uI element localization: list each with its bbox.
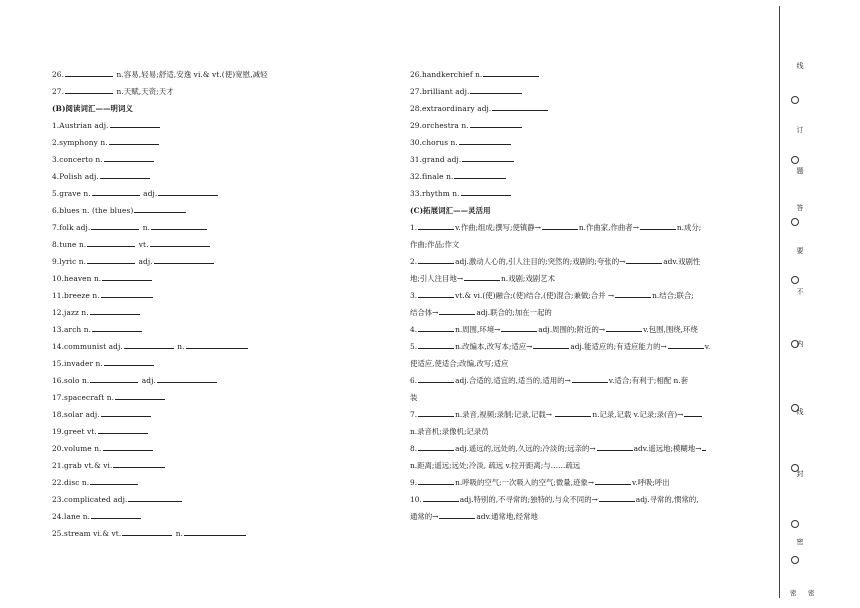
text-line — [410, 474, 772, 491]
text-line — [410, 219, 772, 236]
vocab-item — [52, 389, 382, 406]
item-text: 3. — [410, 291, 418, 300]
vocab-item — [52, 338, 382, 355]
item-text: adj.特别的,不寻常的;独特的,与众不同的→ — [459, 495, 598, 504]
item-text: adj. — [136, 257, 153, 266]
answer-blank[interactable] — [100, 170, 150, 179]
answer-blank[interactable] — [65, 85, 113, 94]
vocab-item — [52, 236, 382, 253]
item-text: v.作曲;组成;撰写;使镇静→ — [455, 223, 541, 232]
item-text: adj.合适的,适宜的,适当的,适用的→ — [455, 376, 571, 385]
item-text: 4.Polish adj. — [52, 172, 99, 181]
vocab-item — [410, 151, 772, 168]
extension-item — [410, 491, 772, 525]
item-text: 27.brilliant adj. — [410, 87, 470, 96]
item-text: 17.spacecraft n. — [52, 393, 115, 402]
binding-char: 封 — [796, 470, 804, 477]
answer-blank[interactable] — [418, 221, 454, 230]
item-text: 作曲;作品;作文 — [410, 240, 460, 249]
item-text: 12.jazz n. — [52, 308, 89, 317]
item-text: 15.invader n. — [52, 359, 103, 368]
answer-blank[interactable] — [151, 221, 207, 230]
item-text: 3.concerto n. — [52, 155, 103, 164]
answer-blank[interactable] — [599, 493, 635, 502]
extension-item — [410, 321, 772, 338]
answer-blank[interactable] — [470, 85, 522, 94]
answer-blank[interactable] — [90, 476, 138, 485]
binding-circle-icon — [791, 556, 799, 564]
answer-blank[interactable] — [104, 357, 154, 366]
extension-item — [410, 219, 772, 253]
vocab-item — [52, 304, 382, 321]
item-meaning: n.天赋,天资;天才 — [114, 87, 174, 96]
item-text: v.包围,围绕,环绕 — [643, 325, 698, 334]
item-text: 8. — [410, 444, 418, 453]
item-text: 33.rhythm n. — [410, 189, 460, 198]
item-text: adj.周围的;附近的→ — [538, 325, 606, 334]
answer-blank[interactable] — [418, 323, 454, 332]
binding-edge-char: 密 — [790, 589, 797, 597]
vocab-item — [52, 134, 382, 151]
item-text: 5. — [410, 342, 418, 351]
item-text: 21.grab vt.& vi. — [52, 461, 113, 470]
item-text: 4. — [410, 325, 418, 334]
item-text: 结合体→ — [410, 308, 439, 317]
answer-blank[interactable] — [640, 221, 676, 230]
vocab-item — [410, 185, 772, 202]
item-text: n.周围,环境→ — [455, 325, 501, 334]
item-text: adj.能适应的;有适应能力的→ — [570, 342, 667, 351]
vocab-item — [52, 457, 382, 474]
binding-circle-icon — [791, 156, 799, 164]
extension-item — [410, 372, 772, 406]
item-text: 19.greet vt. — [52, 427, 97, 436]
text-line — [410, 423, 772, 440]
vocab-item — [52, 117, 382, 134]
vocab-item — [52, 423, 382, 440]
answer-blank[interactable] — [439, 510, 475, 519]
item-text: 16.solo n. — [52, 376, 90, 385]
item-text: 22.disc n. — [52, 478, 90, 487]
answer-blank[interactable] — [87, 238, 135, 247]
text-line — [410, 508, 772, 525]
section-heading: (B)阅读词汇——明词义 — [52, 104, 133, 113]
binding-circle-icon — [791, 276, 799, 284]
item-text: 5.grave n. — [52, 189, 91, 198]
item-text: n.录音,视频;录制;记录,记载→ — [455, 410, 555, 419]
item-text: 20.volume n. — [52, 444, 102, 453]
binding-circle-icon — [791, 218, 799, 226]
answer-blank[interactable] — [418, 408, 454, 417]
item-text: n.结合;联合; — [652, 291, 694, 300]
item-text: adj.激动人心的,引人注目的;突然的;戏剧的;夸张的→ — [455, 257, 626, 266]
answer-blank[interactable] — [418, 476, 454, 485]
vocab-item — [410, 117, 772, 134]
item-text: 1.Austrian adj. — [52, 121, 109, 130]
answer-blank[interactable] — [87, 255, 135, 264]
item-text: 6.blues n. (the blues) — [52, 206, 134, 215]
text-line — [410, 338, 772, 355]
vocab-item — [52, 287, 382, 304]
item-text: 10. — [410, 495, 422, 504]
text-line — [410, 253, 772, 270]
text-line — [410, 287, 772, 304]
item-text: n.距离;遥远;远处;冷淡, 疏远 v.拉开距离;与……疏远 — [410, 461, 581, 470]
vocab-item — [52, 372, 382, 389]
item-text: 27. — [52, 87, 65, 96]
answer-blank[interactable] — [684, 408, 702, 417]
binding-char: 订 — [796, 126, 804, 133]
binding-char: 要 — [796, 247, 804, 254]
text-line — [410, 270, 772, 287]
answer-blank[interactable] — [418, 340, 454, 349]
answer-blank[interactable] — [115, 391, 165, 400]
text-line — [410, 304, 772, 321]
answer-blank[interactable] — [595, 476, 631, 485]
answer-blank[interactable] — [668, 340, 704, 349]
answer-blank[interactable] — [110, 119, 160, 128]
item-text: 28.extraordinary adj. — [410, 104, 492, 113]
item-text: 18.solar adj. — [52, 410, 100, 419]
binding-char: 线 — [796, 62, 804, 69]
text-line — [410, 321, 772, 338]
binding-char: 题 — [796, 167, 804, 174]
item-text: n. — [140, 223, 151, 232]
answer-blank[interactable] — [91, 510, 141, 519]
vocab-item — [410, 66, 772, 83]
item-text: 2.symphony n. — [52, 138, 108, 147]
binding-edge-char: 密 — [808, 589, 815, 597]
binding-circle-icon — [791, 404, 799, 412]
binding-line — [779, 6, 780, 598]
vocab-item — [410, 100, 772, 117]
answer-blank[interactable] — [134, 204, 186, 213]
item-text: 29.orchestra n. — [410, 121, 469, 130]
answer-blank[interactable] — [459, 136, 511, 145]
binding-char: 内 — [796, 340, 804, 347]
answer-blank[interactable] — [158, 187, 218, 196]
item-text: 7.folk adj. — [52, 223, 91, 232]
binding-char: 密 — [796, 538, 804, 545]
item-text: 装 — [410, 393, 418, 402]
binding-char: 答 — [796, 204, 804, 211]
extension-item — [410, 406, 772, 440]
answer-blank[interactable] — [572, 374, 608, 383]
vocab-item — [52, 440, 382, 457]
answer-blank[interactable] — [542, 221, 578, 230]
item-text: 23.complicated adj. — [52, 495, 128, 504]
item-text: 2. — [410, 257, 418, 266]
answer-blank[interactable] — [454, 170, 506, 179]
answer-blank[interactable] — [439, 306, 475, 315]
text-line — [410, 389, 772, 406]
answer-blank[interactable] — [626, 255, 662, 264]
item-text: vt. — [136, 240, 149, 249]
answer-blank[interactable] — [124, 340, 174, 349]
item-text: n. — [174, 342, 185, 351]
item-text: v.适合;有利于;相配 n.套 — [608, 376, 688, 385]
answer-blank[interactable] — [101, 289, 153, 298]
item-text: n. — [173, 529, 184, 538]
vocab-item — [52, 321, 382, 338]
vocab-item — [52, 219, 382, 236]
item-text: adj.联合的;加在一起的 — [476, 308, 552, 317]
text-line — [410, 355, 772, 372]
text-line — [410, 236, 772, 253]
vocab-item — [52, 491, 382, 508]
item-text: 26.handkerchief n. — [410, 70, 483, 79]
item-text: 30.chorus n. — [410, 138, 458, 147]
answer-blank[interactable] — [423, 493, 459, 502]
item-text: n.成分; — [676, 223, 702, 232]
answer-blank[interactable] — [154, 255, 214, 264]
item-text: n.记录,记载 v.记录;录(音)→ — [592, 410, 684, 419]
answer-blank[interactable] — [186, 340, 248, 349]
answer-blank[interactable] — [113, 459, 165, 468]
item-text: 使适应,使适合;改编,改写;适应 — [410, 359, 509, 368]
extension-item — [410, 287, 772, 321]
binding-circle-icon — [791, 340, 799, 348]
vocab-item — [52, 168, 382, 185]
text-line — [410, 406, 772, 423]
answer-blank[interactable] — [461, 187, 511, 196]
item-text: 14.communist adj. — [52, 342, 123, 351]
answer-blank[interactable] — [615, 289, 651, 298]
binding-char: 不 — [796, 288, 804, 295]
vocab-item — [410, 134, 772, 151]
answer-blank[interactable] — [157, 374, 217, 383]
vocab-item — [52, 474, 382, 491]
item-text: 13.arch n. — [52, 325, 92, 334]
answer-blank[interactable] — [464, 272, 500, 281]
answer-blank[interactable] — [492, 102, 548, 111]
extension-item — [410, 253, 772, 287]
answer-blank[interactable] — [501, 323, 537, 332]
item-text: 24.lane n. — [52, 512, 91, 521]
item-text: n.录音机;录像机;记录员 — [410, 427, 489, 436]
answer-blank[interactable] — [606, 323, 642, 332]
item-text: adj.遥远的,远处的,久远的;冷淡的;远亲的→ — [455, 444, 596, 453]
binding-circle-icon — [791, 96, 799, 104]
answer-blank[interactable] — [418, 442, 454, 451]
item-text: adj. — [140, 189, 158, 198]
answer-blank[interactable] — [150, 238, 210, 247]
answer-blank[interactable] — [91, 221, 139, 230]
answer-blank[interactable] — [98, 425, 148, 434]
section-heading: (C)拓展词汇——灵活用 — [410, 206, 491, 215]
answer-blank[interactable] — [418, 289, 454, 298]
answer-blank[interactable] — [462, 153, 514, 162]
item-text: 11.breeze n. — [52, 291, 100, 300]
answer-blank[interactable] — [109, 136, 159, 145]
item-text: 10.heaven n. — [52, 274, 102, 283]
item-text: 25.stream vi.& vt. — [52, 529, 122, 538]
binding-circle-icon — [791, 520, 799, 528]
answer-blank[interactable] — [102, 272, 152, 281]
answer-blank[interactable] — [483, 68, 539, 77]
answer-blank[interactable] — [90, 374, 138, 383]
item-text: 通常的→ — [410, 512, 439, 521]
item-text: n.戏剧;戏剧艺术 — [501, 274, 555, 283]
item-meaning: n.容易,轻易;舒适,安逸 vi.& vt.(使)宽慰,减轻 — [114, 70, 268, 79]
item-text: 9.lyric n. — [52, 257, 87, 266]
vocab-item — [52, 83, 382, 100]
extension-item — [410, 338, 772, 372]
answer-blank[interactable] — [418, 374, 454, 383]
item-text: vt.& vi.(使)融合;(使)结合,(使)混合;兼做;合并 → — [455, 291, 615, 300]
item-text: n.呼吸的空气;一次吸入的空气;微量,迹象→ — [455, 478, 594, 487]
answer-blank[interactable] — [103, 442, 153, 451]
left-column — [52, 66, 382, 542]
answer-blank[interactable] — [92, 187, 140, 196]
item-text: adj.寻常的,惯常的, — [635, 495, 699, 504]
vocab-item — [410, 83, 772, 100]
extension-item — [410, 440, 772, 474]
answer-blank[interactable] — [184, 527, 246, 536]
binding-circle-icon — [791, 464, 799, 472]
answer-blank[interactable] — [92, 323, 142, 332]
item-text: adj. — [139, 376, 156, 385]
item-text: 32.finale n. — [410, 172, 454, 181]
vocab-item — [52, 202, 382, 219]
item-text: v.呼吸;呼出 — [631, 478, 670, 487]
vocab-item — [52, 525, 382, 542]
answer-blank[interactable] — [555, 408, 591, 417]
answer-blank[interactable] — [597, 442, 633, 451]
answer-blank[interactable] — [65, 68, 113, 77]
vocab-item — [52, 151, 382, 168]
extension-item — [410, 474, 772, 491]
vocab-item — [52, 253, 382, 270]
item-text: 26. — [52, 70, 65, 79]
answer-blank[interactable] — [104, 153, 154, 162]
item-text: adv.通常地,经常地 — [476, 512, 538, 521]
text-line — [410, 457, 772, 474]
answer-blank[interactable] — [122, 527, 172, 536]
vocab-item — [52, 508, 382, 525]
answer-blank[interactable] — [90, 306, 140, 315]
answer-blank[interactable] — [418, 255, 454, 264]
text-line — [410, 491, 772, 508]
vocab-item — [52, 406, 382, 423]
item-text: n.作曲家,作曲者→ — [578, 223, 639, 232]
item-text: adv.戏剧性 — [663, 257, 701, 266]
item-text: 地;引人注目地→ — [410, 274, 464, 283]
answer-blank[interactable] — [533, 340, 569, 349]
answer-blank[interactable] — [128, 493, 182, 502]
item-text: 9. — [410, 478, 418, 487]
vocab-item — [52, 185, 382, 202]
vocab-item — [52, 66, 382, 83]
item-text: 6. — [410, 376, 418, 385]
answer-blank[interactable] — [702, 442, 706, 451]
text-line — [410, 440, 772, 457]
item-text: adv.遥远地;模糊地→ — [633, 444, 702, 453]
right-column — [410, 66, 772, 525]
binding-char: 线 — [796, 408, 804, 415]
vocab-item — [52, 270, 382, 287]
item-text: 8.tune n. — [52, 240, 87, 249]
vocab-item — [52, 355, 382, 372]
vocab-item — [410, 168, 772, 185]
item-text: v. — [704, 342, 711, 351]
item-text: 31.grand adj. — [410, 155, 462, 164]
text-line — [410, 372, 772, 389]
item-text: 7. — [410, 410, 418, 419]
item-text: n.改编本,改写本;适应→ — [455, 342, 533, 351]
item-text: 1. — [410, 223, 418, 232]
answer-blank[interactable] — [101, 408, 151, 417]
answer-blank[interactable] — [470, 119, 522, 128]
